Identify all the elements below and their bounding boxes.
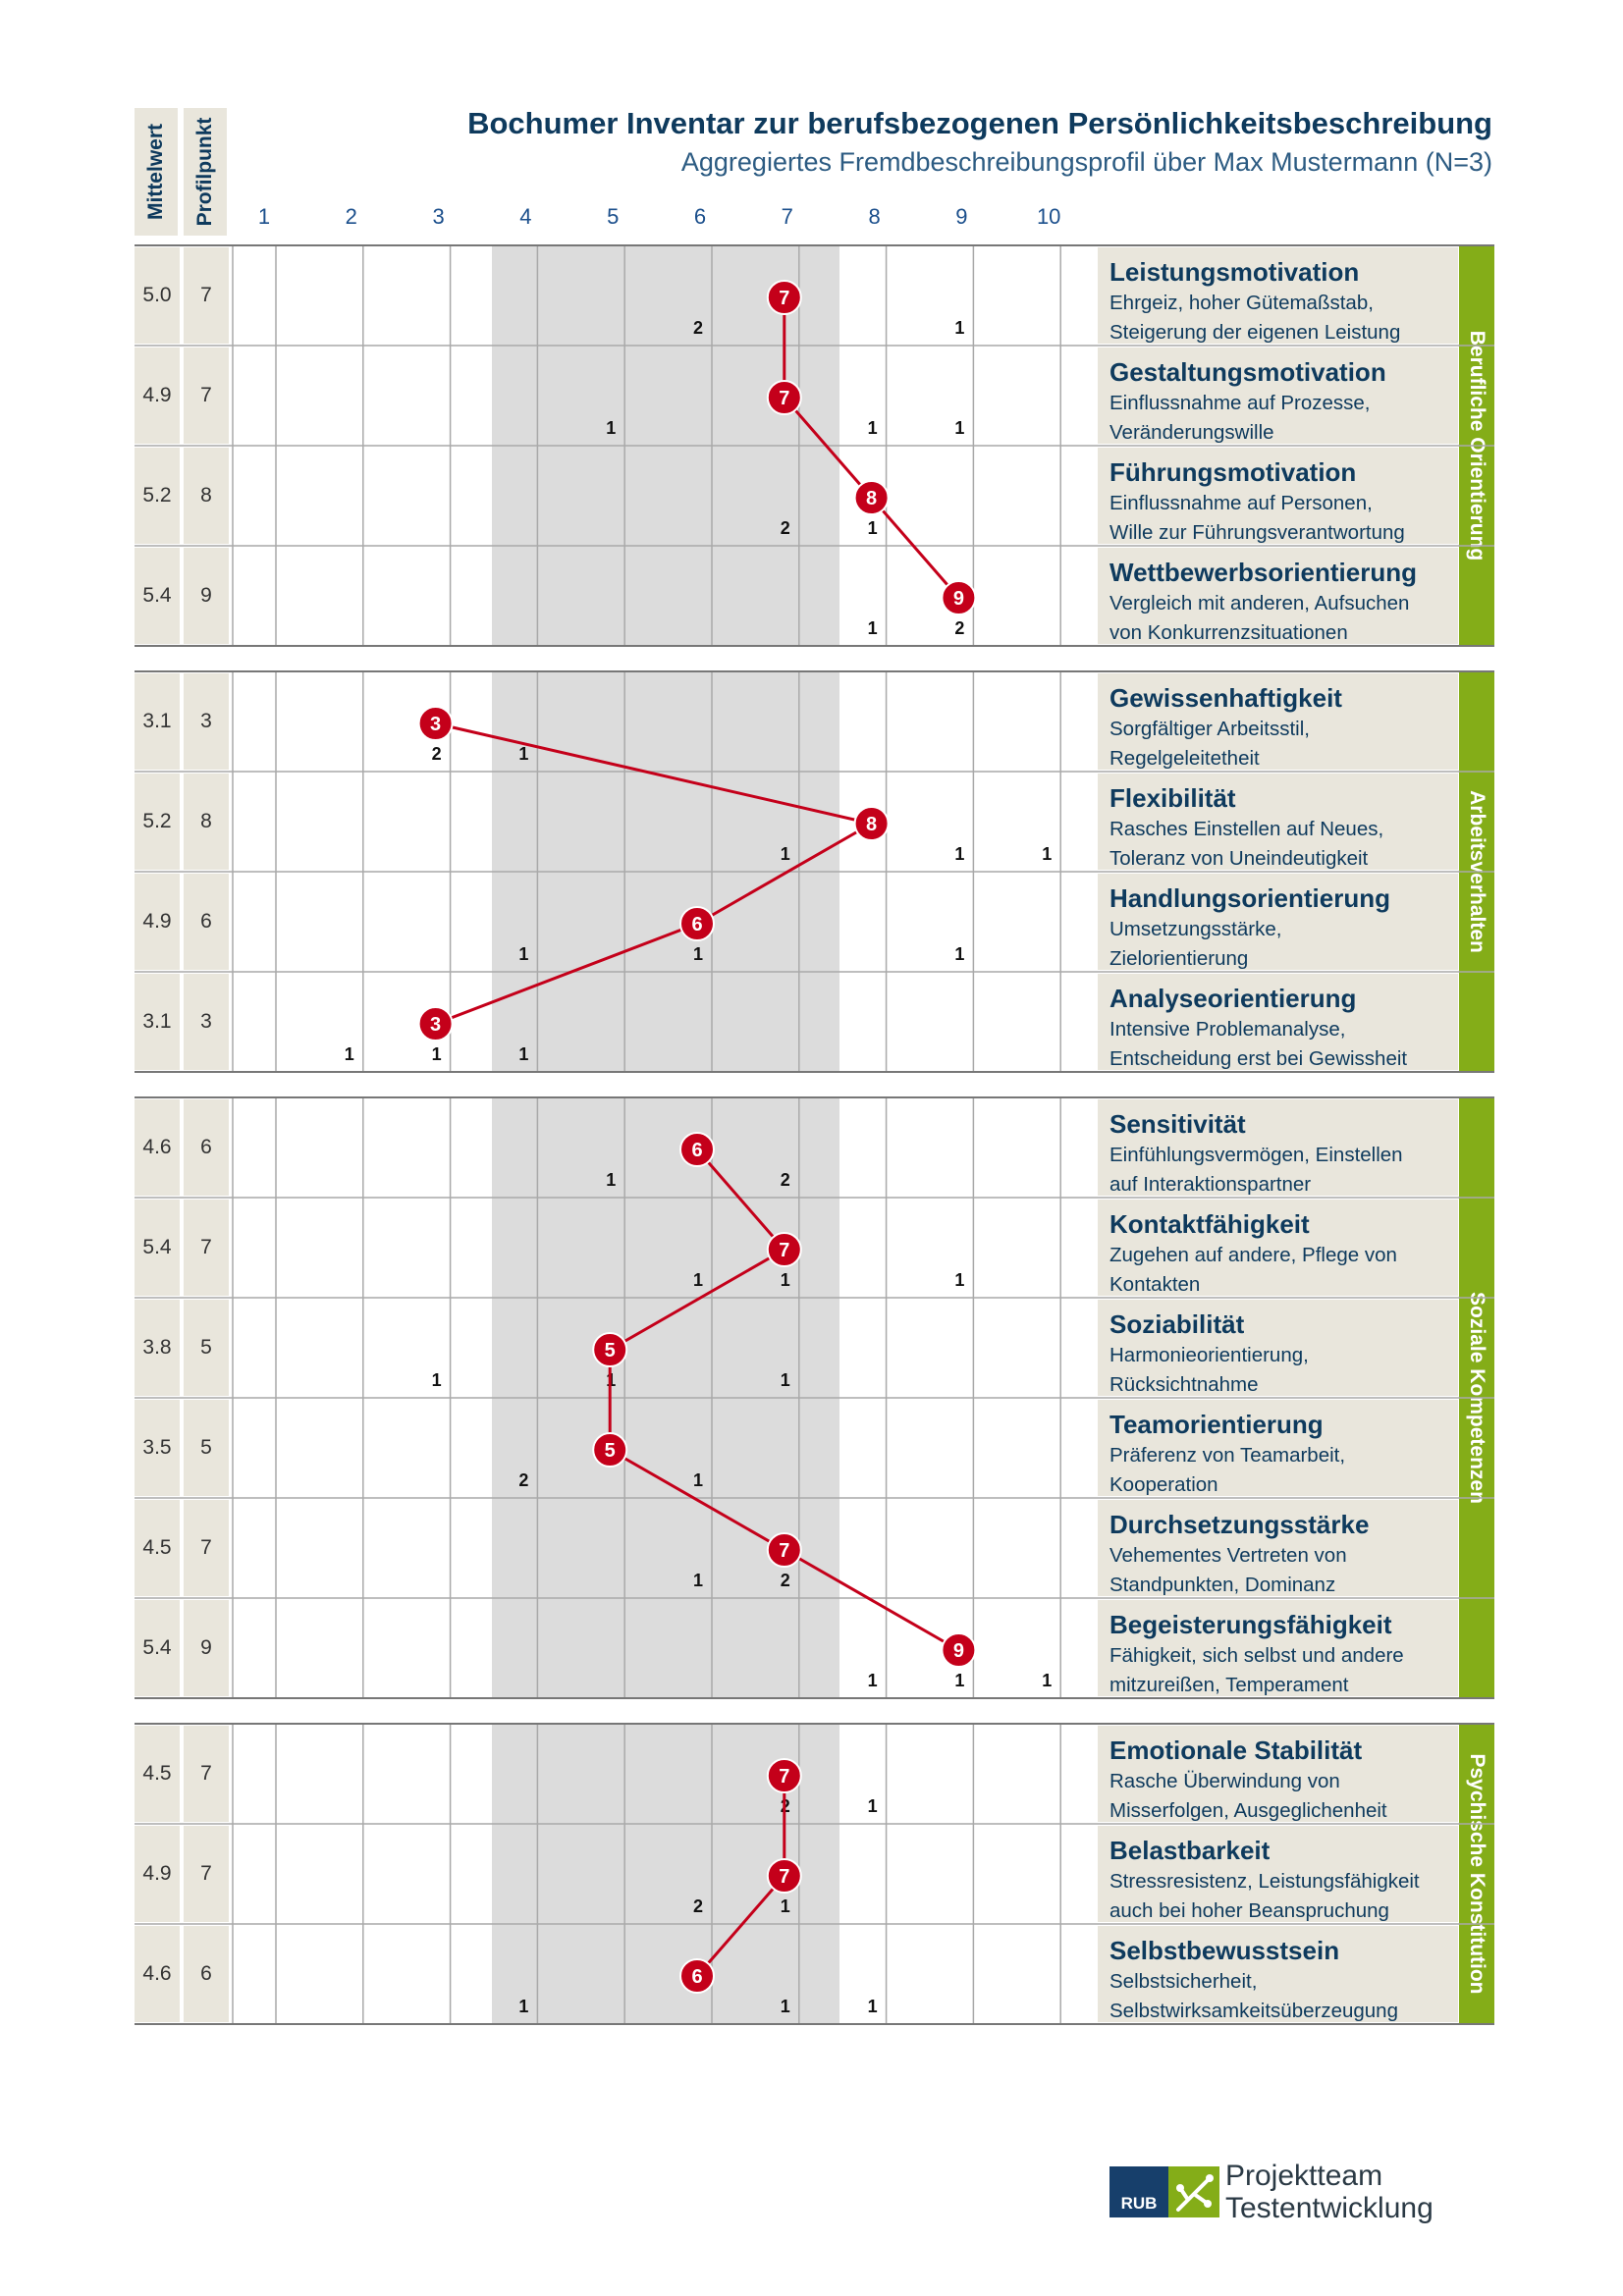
mean-value: 4.6 (135, 1099, 180, 1196)
trait-name: Teamorientierung (1109, 1410, 1324, 1439)
profile-point-label: 8 (866, 488, 878, 509)
mean-value: 5.4 (135, 1200, 180, 1296)
profile-value: 8 (184, 774, 229, 870)
frequency-count: 1 (518, 744, 529, 764)
trait-desc-line1: Sorgfältiger Arbeitsstil, (1109, 718, 1310, 740)
trait-desc-line1: Präferenz von Teamarbeit, (1109, 1444, 1346, 1467)
frequency-count: 1 (1042, 844, 1053, 864)
profile-value: 3 (184, 974, 229, 1070)
frequency-count: 1 (954, 418, 965, 438)
scale-tick-label: 3 (432, 204, 445, 229)
trait-desc-line1: Stressresistenz, Leistungsfähigkeit (1109, 1870, 1420, 1893)
scale-tick-label: 4 (519, 204, 532, 229)
mean-value: 5.4 (135, 1600, 180, 1696)
profile-value: 7 (184, 1726, 229, 1822)
mean-value: 3.8 (135, 1300, 180, 1396)
trait-desc-line1: Intensive Problemanalyse, (1109, 1018, 1346, 1041)
trait-name: Wettbewerbsorientierung (1109, 558, 1418, 587)
frequency-count: 1 (606, 418, 617, 438)
profile-point-label: 3 (430, 714, 442, 735)
mean-value: 3.1 (135, 673, 180, 770)
frequency-count: 1 (692, 944, 704, 964)
frequency-count: 1 (867, 518, 878, 538)
trait-desc-line1: Harmonieorientierung, (1109, 1344, 1309, 1366)
profile-value: 7 (184, 1500, 229, 1596)
mean-value: 5.4 (135, 548, 180, 644)
mean-value: 5.0 (135, 247, 180, 344)
trait-desc-line2: Regelgeleitetheit (1109, 747, 1260, 770)
trait-desc-line2: Steigerung der eigenen Leistung (1109, 321, 1401, 344)
profile-point-label: 7 (779, 388, 790, 409)
scale-tick-label: 9 (955, 204, 968, 229)
profile-point-label: 8 (866, 814, 878, 835)
trait-desc-line2: Kontakten (1109, 1273, 1201, 1296)
tree-icon (1168, 2166, 1219, 2217)
trait-name: Emotionale Stabilität (1109, 1735, 1363, 1765)
trait-desc-line2: Veränderungswille (1109, 421, 1274, 444)
frequency-count: 1 (692, 1470, 704, 1490)
profile-value: 3 (184, 673, 229, 770)
trait-desc-line2: Rücksichtnahme (1109, 1373, 1259, 1396)
trait-desc-line2: Kooperation (1109, 1473, 1218, 1496)
trait-name: Leistungsmotivation (1109, 257, 1360, 287)
logo-text (1225, 2160, 1434, 2224)
scale-tick-label: 7 (781, 204, 793, 229)
mean-value: 4.9 (135, 1826, 180, 1922)
frequency-count: 2 (518, 1470, 529, 1490)
frequency-count: 2 (954, 618, 965, 638)
frequency-count: 2 (692, 1896, 704, 1916)
trait-desc-line1: Selbstsicherheit, (1109, 1970, 1258, 1993)
trait-desc-line1: Einflussnahme auf Personen, (1109, 492, 1373, 514)
trait-name: Begeisterungsfähigkeit (1109, 1610, 1392, 1639)
frequency-count: 2 (780, 1571, 790, 1590)
profile-value: 6 (184, 1926, 229, 2022)
frequency-count: 1 (344, 1044, 354, 1064)
profile-point-label: 7 (779, 1240, 790, 1261)
frequency-count: 2 (431, 744, 442, 764)
frequency-count: 1 (867, 418, 878, 438)
profile-point-label: 6 (691, 1966, 703, 1988)
trait-name: Gestaltungsmotivation (1109, 357, 1386, 387)
profile-value: 9 (184, 1600, 229, 1696)
column-header-mittelwert-label: Mittelwert (144, 123, 167, 221)
trait-name: Belastbarkeit (1109, 1836, 1271, 1865)
profile-value: 7 (184, 1826, 229, 1922)
page-subtitle: Aggregiertes Fremdbeschreibungsprofil über Max Mustermann (N=3) (680, 147, 1492, 177)
trait-name: Analyseorientierung (1109, 984, 1357, 1013)
logo-text-line2: Testentwicklung (1225, 2192, 1434, 2224)
trait-desc-line1: Rasches Einstellen auf Neues, (1109, 818, 1384, 840)
trait-name: Sensitivität (1109, 1109, 1246, 1139)
frequency-count: 1 (518, 1044, 529, 1064)
trait-name: Gewissenhaftigkeit (1109, 683, 1342, 713)
trait-desc-line1: Einflussnahme auf Prozesse, (1109, 392, 1371, 414)
scale-tick-label: 1 (257, 204, 271, 229)
frequency-count: 1 (518, 944, 529, 964)
column-header-profilpunkt-label: Profilpunkt (193, 117, 216, 227)
trait-desc-line2: Selbstwirksamkeitsüberzeugung (1109, 2000, 1398, 2022)
trait-name: Soziabilität (1109, 1309, 1245, 1339)
frequency-count: 1 (780, 1370, 790, 1390)
rub-logo (1109, 2155, 1443, 2228)
trait-desc-line2: Zielorientierung (1109, 947, 1249, 970)
frequency-count: 1 (867, 1671, 878, 1690)
profile-point-label: 5 (604, 1340, 616, 1362)
trait-desc-line2: mitzureißen, Temperament (1109, 1674, 1349, 1696)
frequency-count: 1 (780, 844, 790, 864)
frequency-count: 1 (867, 1997, 878, 2016)
profile-value: 5 (184, 1400, 229, 1496)
frequency-count: 1 (692, 1571, 704, 1590)
scale-tick-label: 6 (693, 204, 707, 229)
mean-value: 3.1 (135, 974, 180, 1070)
trait-desc-line2: von Konkurrenzsituationen (1109, 621, 1348, 644)
frequency-count: 1 (1042, 1671, 1053, 1690)
trait-name: Durchsetzungsstärke (1109, 1510, 1370, 1539)
frequency-count: 2 (780, 518, 790, 538)
frequency-count: 1 (780, 1997, 790, 2016)
profile-point-label: 9 (952, 1640, 964, 1662)
trait-name: Handlungsorientierung (1109, 883, 1390, 913)
profile-value: 6 (184, 874, 229, 970)
mean-value: 4.9 (135, 347, 180, 444)
profile-point-label: 7 (779, 288, 790, 309)
profile-value: 6 (184, 1099, 229, 1196)
profile-point-label: 7 (779, 1866, 790, 1888)
page-title: Bochumer Inventar zur berufsbezogenen Persönlichkeitsbeschreibung (467, 106, 1492, 140)
frequency-count: 1 (954, 944, 965, 964)
mean-value: 4.6 (135, 1926, 180, 2022)
frequency-count: 1 (606, 1370, 617, 1390)
mean-value: 4.9 (135, 874, 180, 970)
mean-value: 5.2 (135, 774, 180, 870)
trait-desc-line2: Wille zur Führungsverantwortung (1109, 521, 1405, 544)
mean-value: 3.5 (135, 1400, 180, 1496)
category-label: Soziale Kompetenzen (1466, 1292, 1488, 1504)
frequency-count: 1 (954, 1270, 965, 1290)
profile-value: 7 (184, 247, 229, 344)
frequency-count: 2 (780, 1170, 790, 1190)
trait-desc-line1: Vehementes Vertreten von (1109, 1544, 1347, 1567)
frequency-count: 2 (692, 318, 704, 338)
mean-value: 4.5 (135, 1500, 180, 1596)
trait-desc-line1: Einfühlungsvermögen, Einstellen (1109, 1144, 1403, 1166)
mean-value: 5.2 (135, 448, 180, 544)
trait-desc-line2: Standpunkten, Dominanz (1109, 1574, 1336, 1596)
frequency-count: 1 (518, 1997, 529, 2016)
trait-desc-line1: Rasche Überwindung von (1109, 1770, 1340, 1792)
profile-value: 7 (184, 347, 229, 444)
profile-point-label: 7 (779, 1766, 790, 1788)
frequency-count: 1 (780, 1270, 790, 1290)
trait-desc-line2: Misserfolgen, Ausgeglichenheit (1109, 1799, 1387, 1822)
frequency-count: 1 (954, 1671, 965, 1690)
profile-point-label: 9 (952, 588, 964, 610)
profile-value: 7 (184, 1200, 229, 1296)
frequency-count: 1 (867, 1796, 878, 1816)
frequency-count: 1 (867, 618, 878, 638)
profile-point-label: 7 (779, 1540, 790, 1562)
trait-desc-line1: Ehrgeiz, hoher Gütemaßstab, (1109, 292, 1374, 314)
scale-tick-label: 5 (607, 204, 620, 229)
profile-value: 9 (184, 548, 229, 644)
trait-desc-line1: Zugehen auf andere, Pflege von (1109, 1244, 1397, 1266)
trait-desc-line2: Toleranz von Uneindeutigkeit (1109, 847, 1369, 870)
profile-point-label: 6 (691, 914, 703, 935)
trait-name: Selbstbewusstsein (1109, 1936, 1340, 1965)
frequency-count: 1 (780, 1896, 790, 1916)
frequency-count: 1 (431, 1044, 442, 1064)
mean-value: 4.5 (135, 1726, 180, 1822)
trait-desc-line1: Vergleich mit anderen, Aufsuchen (1109, 592, 1410, 614)
trait-name: Kontaktfähigkeit (1109, 1209, 1310, 1239)
category-label: Arbeitsverhalten (1466, 790, 1488, 953)
profile-value: 8 (184, 448, 229, 544)
rub-logo-mark: RUB (1109, 2166, 1168, 2217)
trait-desc-line2: Entscheidung erst bei Gewissheit (1109, 1047, 1408, 1070)
frequency-count: 1 (431, 1370, 442, 1390)
profile-point-label: 3 (430, 1014, 442, 1036)
category-label: Berufliche Orientierung (1466, 330, 1488, 561)
trait-desc-line1: Umsetzungsstärke, (1109, 918, 1282, 940)
scale-tick-label: 10 (1036, 204, 1061, 229)
trait-name: Führungsmotivation (1109, 457, 1357, 487)
frequency-count: 1 (606, 1170, 617, 1190)
category-label: Psychische Konstitution (1466, 1753, 1488, 1995)
scale-tick-label: 2 (345, 204, 357, 229)
trait-desc-line2: auch bei hoher Beanspruchung (1109, 1899, 1389, 1922)
logo-text-line1: Projektteam (1225, 2160, 1383, 2192)
trait-desc-line2: auf Interaktionspartner (1109, 1173, 1312, 1196)
frequency-count: 1 (954, 318, 965, 338)
trait-desc-line1: Fähigkeit, sich selbst und andere (1109, 1644, 1404, 1667)
frequency-count: 2 (780, 1796, 790, 1816)
profile-point-label: 6 (691, 1140, 703, 1161)
frequency-count: 1 (954, 844, 965, 864)
profile-value: 5 (184, 1300, 229, 1396)
profile-point-label: 5 (604, 1440, 616, 1462)
scale-tick-label: 8 (868, 204, 881, 229)
trait-name: Flexibilität (1109, 783, 1236, 813)
frequency-count: 1 (692, 1270, 704, 1290)
